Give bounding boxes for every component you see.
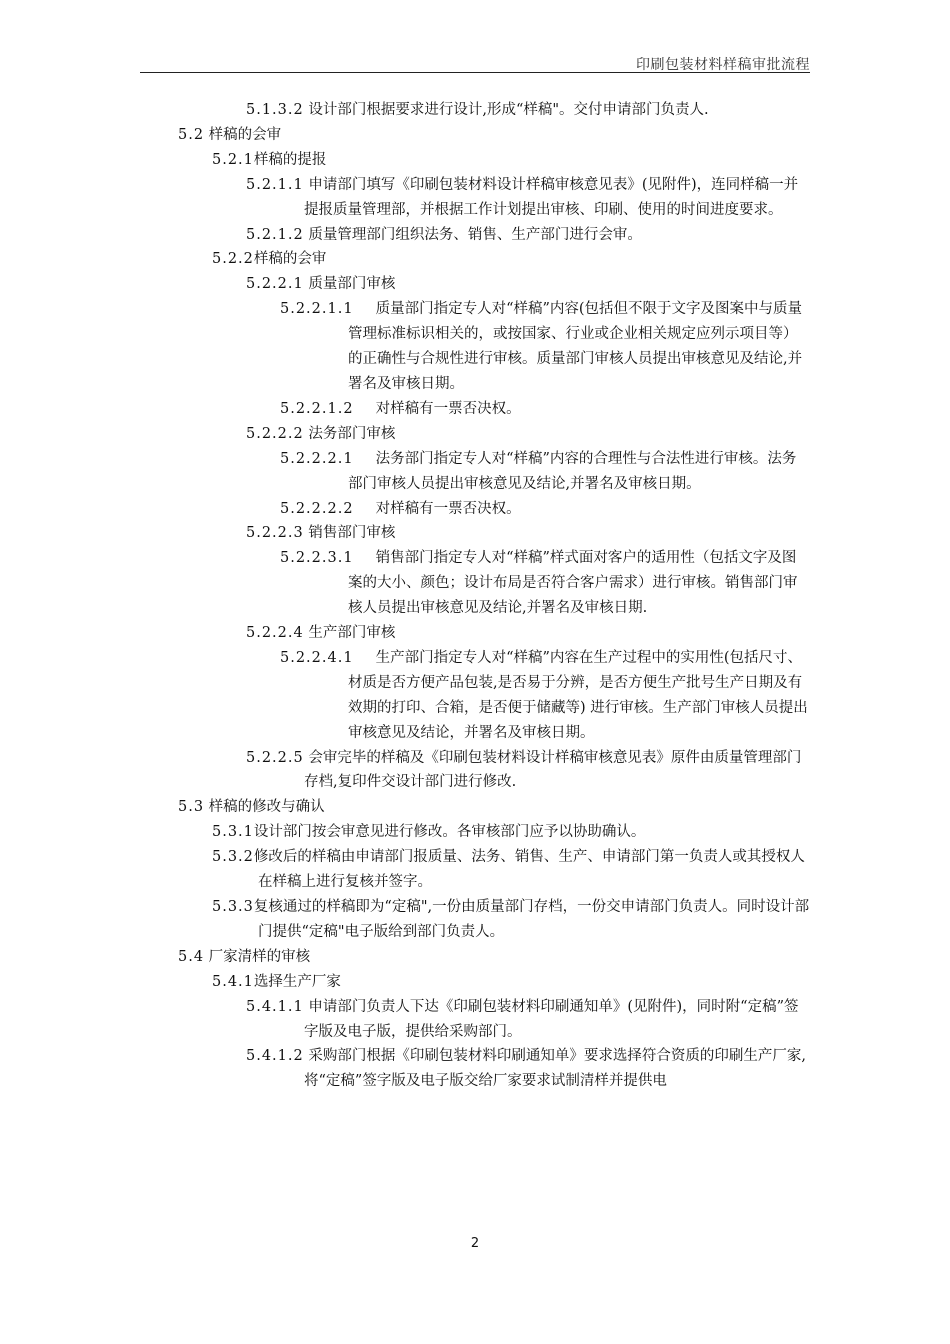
clause-5-2-2-3-1: 5.2.2.3.1 销售部门指定专人对“样稿”样式面对客户的适用性（包括文字及图案的大小、颜色；设计布局是否符合客户需求）进行审核。销售部门审核人员提出审核意见及结论,并署名及审核日期. — [280, 550, 798, 617]
section-5-3: 5.3 样稿的修改与确认 — [178, 799, 325, 816]
clause-5-2-2-2-2: 5.2.2.2.2 对样稿有一票否决权。 — [280, 500, 521, 517]
clause-5-4-1-1: 5.4.1.1 申请部门负责人下达《印刷包装材料印刷通知单》(见附件)，同时附“定稿”签字版及电子版，提供给采购部门。 — [246, 998, 799, 1040]
subsection-5-4-1: 5.4.1选择生产厂家 — [212, 973, 341, 990]
section-5-2: 5.2 样稿的会审 — [178, 126, 282, 143]
header-rule — [140, 72, 810, 73]
clause-5-2-2-2-1: 5.2.2.2.1 法务部门指定专人对“样稿”内容的合理性与合法性进行审核。法务部门审核人员提出审核意见及结论,并署名及审核日期。 — [280, 450, 797, 492]
subsection-5-2-1: 5.2.1样稿的提报 — [212, 151, 327, 168]
page-number: 2 — [470, 1236, 480, 1251]
clause-5-2-1-2: 5.2.1.2 质量管理部门组织法务、销售、生产部门进行会审。 — [246, 226, 642, 243]
subsection-5-2-2: 5.2.2样稿的会审 — [212, 251, 327, 268]
clause-5-1-3-2: 5.1.3.2 设计部门根据要求进行设计,形成“样稿"。交付申请部门负责人. — [246, 102, 709, 118]
clause-5-2-2-1: 5.2.2.1 质量部门审核 — [246, 276, 396, 293]
clause-5-2-2-3: 5.2.2.3 销售部门审核 — [246, 525, 396, 542]
clause-5-2-2-5: 5.2.2.5 会审完毕的样稿及《印刷包装材料设计样稿审核意见表》原件由质量管理部门存档,复印件交设计部门进行修改. — [246, 749, 802, 791]
subsection-5-3-1: 5.3.1设计部门按会审意见进行修改。各审核部门应予以协助确认。 — [212, 824, 646, 841]
clause-5-4-1-2: 5.4.1.2 采购部门根据《印刷包装材料印刷通知单》要求选择符合资质的印刷生产厂家,将“定稿”签字版及电子版交给厂家要求试制清样并提供电 — [246, 1048, 806, 1090]
clause-5-2-1-1: 5.2.1.1 申请部门填写《印刷包装材料设计样稿审核意见表》(见附件)，连同样稿一并提报质量管理部，并根据工作计划提出审核、印刷、使用的时间进度要求。 — [246, 176, 799, 218]
clause-5-2-2-1-1: 5.2.2.1.1 质量部门指定专人对“样稿”内容(包括但不限于文字及图案中与质量管理标准标识相关的，或按国家、行业或企业相关规定应列示项目等）的正确性与合规性进行审核。质量部门审核人员提出审核意见及结论,并署名及审核日期。 — [280, 301, 803, 392]
clause-5-2-2-1-2: 5.2.2.1.2 对样稿有一票否决权。 — [280, 400, 521, 417]
header-title: 印刷包装材料样稿审批流程 — [636, 57, 810, 73]
section-5-4: 5.4 厂家清样的审核 — [178, 948, 311, 965]
subsection-5-3-3: 5.3.3复核通过的样稿即为“定稿",一份由质量部门存档，一份交申请部门负责人。同时设计部门提供“定稿"电子版给到部门负责人。 — [212, 899, 810, 940]
clause-5-2-2-4-1: 5.2.2.4.1 生产部门指定专人对“样稿”内容在生产过程中的实用性(包括尺寸、材质是否方便产品包装,是否易于分辨，是否方便生产批号生产日期及有效期的打印、合箱，是否便于储藏等) 进行审核。生产部门审核人员提出审核意见及结论，并署名及审核日期。 — [280, 649, 808, 741]
clause-5-2-2-2: 5.2.2.2 法务部门审核 — [246, 425, 396, 442]
subsection-5-3-2: 5.3.2修改后的样稿由申请部门报质量、法务、销售、生产、申请部门第一负责人或其授权人在样稿上进行复核并签字。 — [212, 849, 805, 891]
document-body — [0, 98, 950, 1094]
clause-5-2-2-4: 5.2.2.4 生产部门审核 — [246, 625, 396, 642]
